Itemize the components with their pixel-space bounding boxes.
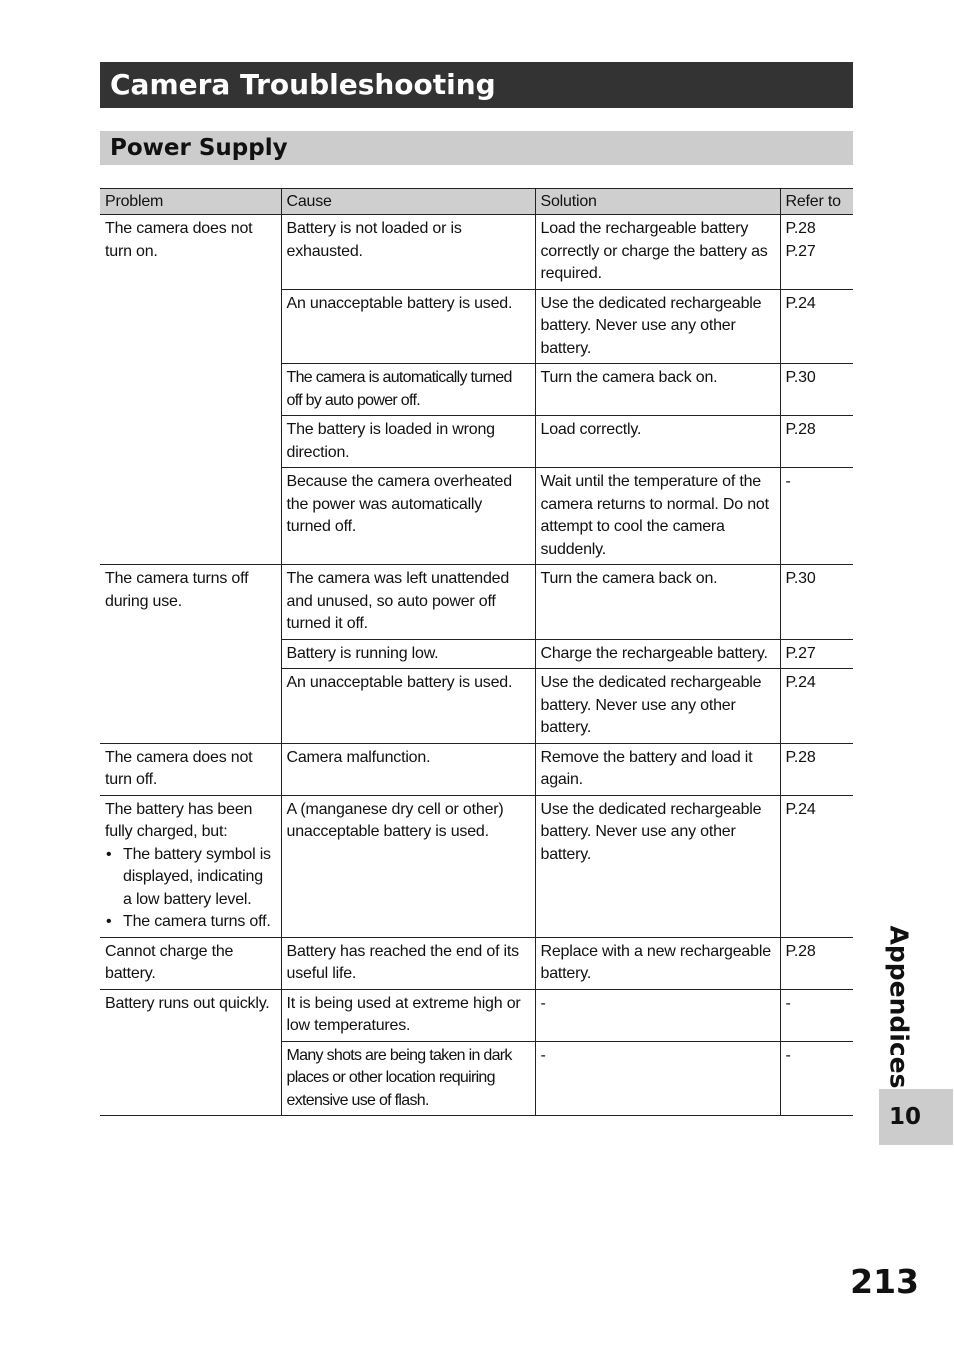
solution-cell: Turn the camera back on. — [535, 565, 780, 640]
side-tab-label: Appendices — [884, 925, 914, 1089]
refer-cell: - — [780, 1041, 853, 1116]
cause-cell: The camera was left unattended and unused, so auto power off turned it off. — [281, 565, 535, 640]
refer-cell: P.28 — [780, 416, 853, 468]
cause-cell: An unacceptable battery is used. — [281, 289, 535, 364]
cause-cell: Camera malfunction. — [281, 743, 535, 795]
solution-cell: - — [535, 1041, 780, 1116]
cause-cell: Because the camera overheated the power was automatically turned off. — [281, 468, 535, 565]
table-row — [100, 795, 853, 937]
column-header-problem: Problem — [100, 189, 281, 215]
table-row — [100, 565, 853, 640]
solution-cell: Use the dedicated rechargeable battery. Never use any other battery. — [535, 795, 780, 937]
refer-cell: P.24 — [780, 669, 853, 744]
cause-cell: Many shots are being taken in dark places or other location requiring extensive use of flash. — [281, 1041, 535, 1116]
problem-cell: The camera does not turn on. — [100, 215, 281, 565]
side-tab-appendices — [864, 925, 934, 1089]
solution-cell: - — [535, 989, 780, 1041]
solution-cell: Use the dedicated rechargeable battery. Never use any other battery. — [535, 669, 780, 744]
table-header-row — [100, 189, 853, 215]
page-number: 213 — [850, 1262, 919, 1301]
column-header-refer-to: Refer to — [780, 189, 853, 215]
page-title: Camera Troubleshooting — [100, 62, 853, 108]
table-row — [100, 215, 853, 290]
refer-cell: - — [780, 468, 853, 565]
column-header-cause: Cause — [281, 189, 535, 215]
refer-cell: P.30 — [780, 364, 853, 416]
problem-cell — [100, 795, 281, 937]
cause-cell: Battery is running low. — [281, 639, 535, 669]
table-row — [100, 989, 853, 1041]
cause-cell: The camera is automatically turned off by auto power off. — [281, 364, 535, 416]
problem-bullet-list — [105, 844, 276, 934]
problem-text: The battery has been fully charged, but: — [105, 800, 253, 840]
table-row — [100, 743, 853, 795]
solution-cell: Load correctly. — [535, 416, 780, 468]
refer-cell: P.28 — [780, 743, 853, 795]
solution-cell: Replace with a new rechargeable battery. — [535, 937, 780, 989]
solution-cell: Charge the rechargeable battery. — [535, 639, 780, 669]
cause-cell: It is being used at extreme high or low temperatures. — [281, 989, 535, 1041]
problem-cell: The camera turns off during use. — [100, 565, 281, 744]
problem-bullet: • The camera turns off. — [105, 911, 276, 934]
refer-cell: - — [780, 989, 853, 1041]
solution-cell: Load the rechargeable battery correctly or charge the battery as required. — [535, 215, 780, 290]
solution-cell: Turn the camera back on. — [535, 364, 780, 416]
refer-cell: P.27 — [780, 639, 853, 669]
solution-cell: Wait until the temperature of the camera returns to normal. Do not attempt to cool the camera suddenly. — [535, 468, 780, 565]
chapter-number-box: 10 — [879, 1089, 953, 1145]
section-title: Power Supply — [100, 131, 853, 165]
problem-cell: The camera does not turn off. — [100, 743, 281, 795]
refer-cell: P.28 P.27 — [780, 215, 853, 290]
table-row — [100, 937, 853, 989]
solution-cell: Use the dedicated rechargeable battery. Never use any other battery. — [535, 289, 780, 364]
refer-cell: P.24 — [780, 795, 853, 937]
problem-cell: Cannot charge the battery. — [100, 937, 281, 989]
refer-cell: P.28 — [780, 937, 853, 989]
refer-cell: P.24 — [780, 289, 853, 364]
troubleshooting-table — [100, 188, 853, 1116]
cause-cell: Battery has reached the end of its useful life. — [281, 937, 535, 989]
refer-cell: P.30 — [780, 565, 853, 640]
problem-cell: Battery runs out quickly. — [100, 989, 281, 1116]
cause-cell: An unacceptable battery is used. — [281, 669, 535, 744]
solution-cell: Remove the battery and load it again. — [535, 743, 780, 795]
cause-cell: A (manganese dry cell or other) unacceptable battery is used. — [281, 795, 535, 937]
cause-cell: The battery is loaded in wrong direction. — [281, 416, 535, 468]
problem-bullet: • The battery symbol is displayed, indicating a low battery level. — [105, 844, 276, 912]
cause-cell: Battery is not loaded or is exhausted. — [281, 215, 535, 290]
column-header-solution: Solution — [535, 189, 780, 215]
